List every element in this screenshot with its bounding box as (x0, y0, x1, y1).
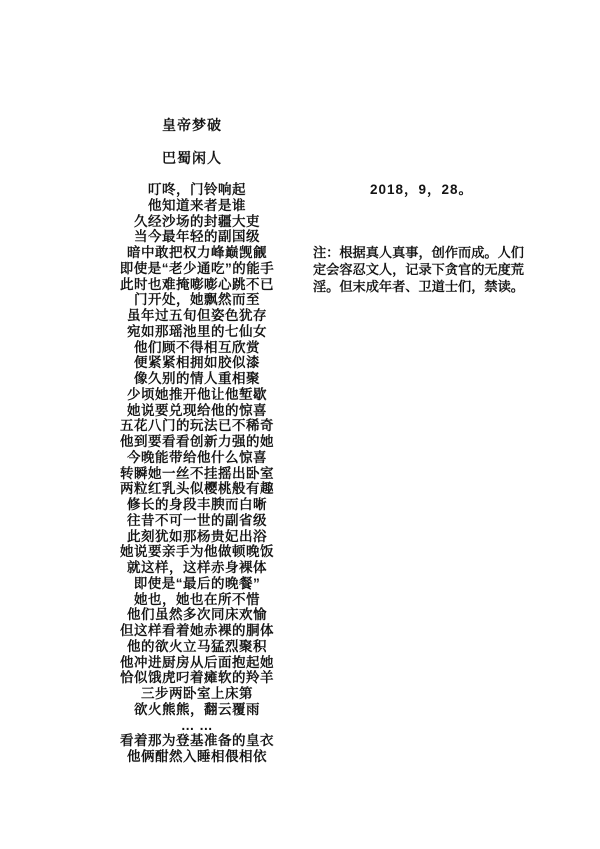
poem-line: 像久别的情人重相聚 (134, 371, 260, 386)
poem-line: 即使是“老少通吃”的能手 (119, 260, 275, 276)
poem-line: 她也，她也在所不惜 (134, 591, 260, 607)
poem-line: 他到要看看创新力强的她 (120, 434, 274, 449)
poem-line: 他们虽然多次同床欢愉 (127, 607, 267, 623)
poem-line: 修长的身段丰腴而白晰 (127, 497, 267, 512)
poem-line: 虽年过五旬但姿色犹存 (127, 308, 267, 323)
note-line: 注：根据真人真事，创作而成。人们 (313, 245, 524, 260)
poem-line: 他的欲火立马猛烈聚积 (127, 638, 267, 654)
poem-line: 她说要亲手为他做顿晚饭 (120, 544, 274, 560)
document-title: 皇帝梦破 (162, 117, 222, 133)
poem-line: 他冲进厨房从后面抱起她 (120, 654, 274, 670)
poem-line: 门开处，她飘然而至 (134, 292, 260, 308)
poem-line: 少顷她推开他让他堑歇 (127, 386, 267, 402)
poem-line: 宛如那瑶池里的七仙女 (127, 323, 267, 339)
poem-line: 叮咚，门铃响起 (148, 182, 246, 197)
poem-line: 他们顾不得相互欣赏 (134, 339, 260, 355)
poem-line: 但这样看着她赤裸的胴体 (120, 623, 274, 638)
document-date: 2018，9，28。 (370, 182, 474, 197)
note-paragraph (313, 244, 537, 296)
poem-body (40, 182, 354, 765)
poem-line: 便紧紧相拥如胶似漆 (134, 355, 260, 371)
document-author: 巴蜀闲人 (162, 150, 222, 166)
poem-line: 就这样，这样赤身裸体 (127, 560, 267, 575)
poem-line: 三步两卧室上床第 (141, 686, 253, 701)
poem-line: 他知道来者是谁 (148, 197, 246, 213)
poem-line: … … (180, 717, 214, 733)
poem-line: 久经沙场的封疆大吏 (134, 213, 260, 229)
poem-line: 两粒红乳头似樱桃般有趣 (120, 481, 274, 497)
poem-line: 她说要兑现给他的惊喜 (127, 402, 267, 418)
poem-line: 转瞬她一丝不挂摇出卧室 (120, 465, 274, 481)
poem-line: 暗中敢把权力峰巅觊觎 (127, 245, 267, 260)
poem-line: 看着那为登基准备的皇衣 (120, 733, 274, 749)
poem-line: 此时也难掩嘭嘭心跳不已 (120, 276, 274, 292)
poem-line: 即使是“最后的晚餐” (133, 575, 261, 591)
poem-line: 恰似饿虎叼着瘫软的羚羊 (120, 670, 274, 686)
note-line: 定会容忍文人，记录下贪官的无度荒 (313, 262, 524, 278)
poem-line: 今晚能带给他什么惊喜 (127, 449, 267, 465)
poem-line: 当今最年轻的副国级 (134, 229, 260, 245)
poem-line: 往昔不可一世的副省级 (127, 512, 267, 528)
note-line: 淫。但末成年者、卫道士们，禁读。 (313, 279, 524, 295)
poem-line: 欲火熊熊，翻云覆雨 (134, 701, 260, 717)
poem-line: 他俩酣然入睡相偎相依 (127, 749, 267, 764)
poem-line: 五花八门的玩法已不稀奇 (120, 418, 274, 434)
poem-line: 此刻犹如那杨贵妃出浴 (127, 528, 267, 544)
